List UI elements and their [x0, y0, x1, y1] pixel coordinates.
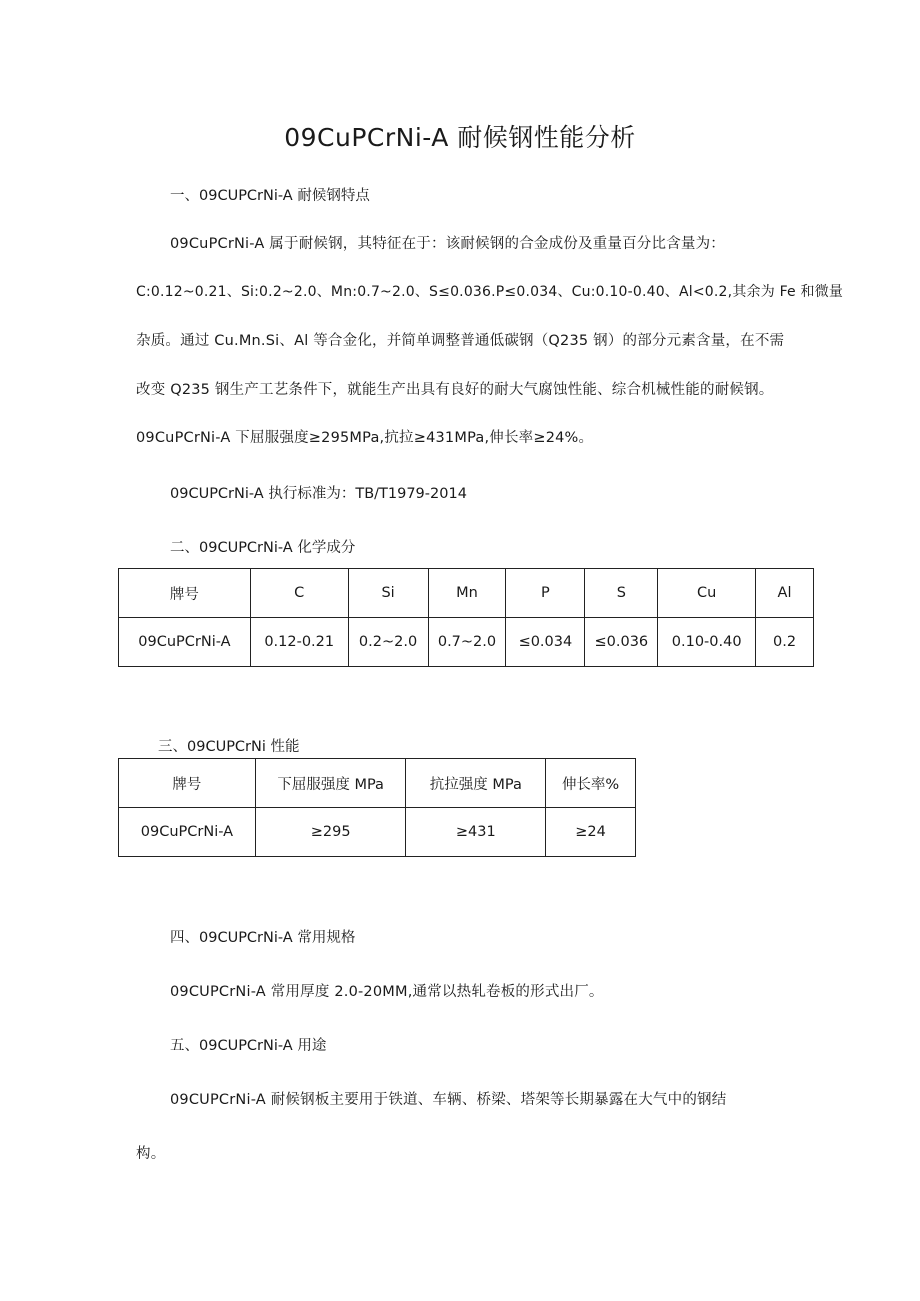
table-cell: ≥295 — [255, 808, 406, 857]
table-cell: 0.2 — [756, 618, 814, 667]
section1-paragraph-line: 09CuPCrNi-A 属于耐候钢，其特征在于：该耐候钢的合金成份及重量百分比含量为： — [170, 236, 726, 252]
mechanical-properties-table — [118, 758, 636, 857]
table-header-cell: 牌号 — [119, 759, 256, 808]
standard-text: 09CUPCrNi-A 执行标准为：TB/T1979-2014 — [170, 486, 467, 502]
table-header-cell: C — [250, 569, 348, 618]
section5-text: 构。 — [136, 1146, 166, 1162]
table-cell: ≥24 — [546, 808, 636, 857]
section2-heading: 二、09CUPCrNi-A 化学成分 — [170, 540, 356, 556]
table-header-cell: Cu — [658, 569, 756, 618]
table-row — [119, 808, 636, 857]
section4-heading: 四、09CUPCrNi-A 常用规格 — [170, 930, 356, 946]
table-cell: ≤0.036 — [585, 618, 658, 667]
section4-text: 09CUPCrNi-A 常用厚度 2.0-20MM,通常以热轧卷板的形式出厂。 — [170, 984, 604, 1000]
section1-heading: 一、09CUPCrNi-A 耐候钢特点 — [170, 188, 370, 204]
table-cell: ≤0.034 — [506, 618, 585, 667]
table-header-cell: P — [506, 569, 585, 618]
section1-paragraph-line: 改变 Q235 钢生产工艺条件下，就能生产出具有良好的耐大气腐蚀性能、综合机械性能的耐候钢。 — [136, 382, 774, 398]
table-header-cell: 抗拉强度 MPa — [406, 759, 546, 808]
table-header-cell: Si — [348, 569, 428, 618]
table-cell: 0.7~2.0 — [428, 618, 506, 667]
table-header-cell: Al — [756, 569, 814, 618]
section1-paragraph-line: 09CuPCrNi-A 下屈服强度≥295MPa,抗拉≥431MPa,伸长率≥24%。 — [136, 430, 594, 446]
table-header-row — [119, 569, 814, 618]
table-cell: 09CuPCrNi-A — [119, 808, 256, 857]
table-header-cell: 下屈服强度 MPa — [255, 759, 406, 808]
table-header-cell: S — [585, 569, 658, 618]
section5-text: 09CUPCrNi-A 耐候钢板主要用于铁道、车辆、桥梁、塔架等长期暴露在大气中的钢结 — [170, 1092, 727, 1108]
table-row — [119, 618, 814, 667]
table-cell: ≥431 — [406, 808, 546, 857]
table-cell: 0.10-0.40 — [658, 618, 756, 667]
section5-heading: 五、09CUPCrNi-A 用途 — [170, 1038, 327, 1054]
chemical-composition-table — [118, 568, 814, 667]
table-header-cell: 伸长率% — [546, 759, 636, 808]
section1-paragraph-line: C:0.12~0.21、Si:0.2~2.0、Mn:0.7~2.0、S≤0.036.P≤0.034、Cu:0.10-0.40、Al<0.2,其余为 Fe 和微量 — [136, 284, 844, 300]
table-header-row — [119, 759, 636, 808]
table-header-cell: Mn — [428, 569, 506, 618]
table-cell: 0.2~2.0 — [348, 618, 428, 667]
table-header-cell: 牌号 — [119, 569, 251, 618]
section1-paragraph-line: 杂质。通过 Cu.Mn.Si、Al 等合金化，并简单调整普通低碳钢（Q235 钢）的部分元素含量，在不需 — [136, 333, 785, 349]
section3-heading: 三、09CUPCrNi 性能 — [158, 739, 300, 755]
table-cell: 09CuPCrNi-A — [119, 618, 251, 667]
document-title: 09CuPCrNi-A 耐候钢性能分析 — [284, 123, 636, 152]
table-cell: 0.12-0.21 — [250, 618, 348, 667]
